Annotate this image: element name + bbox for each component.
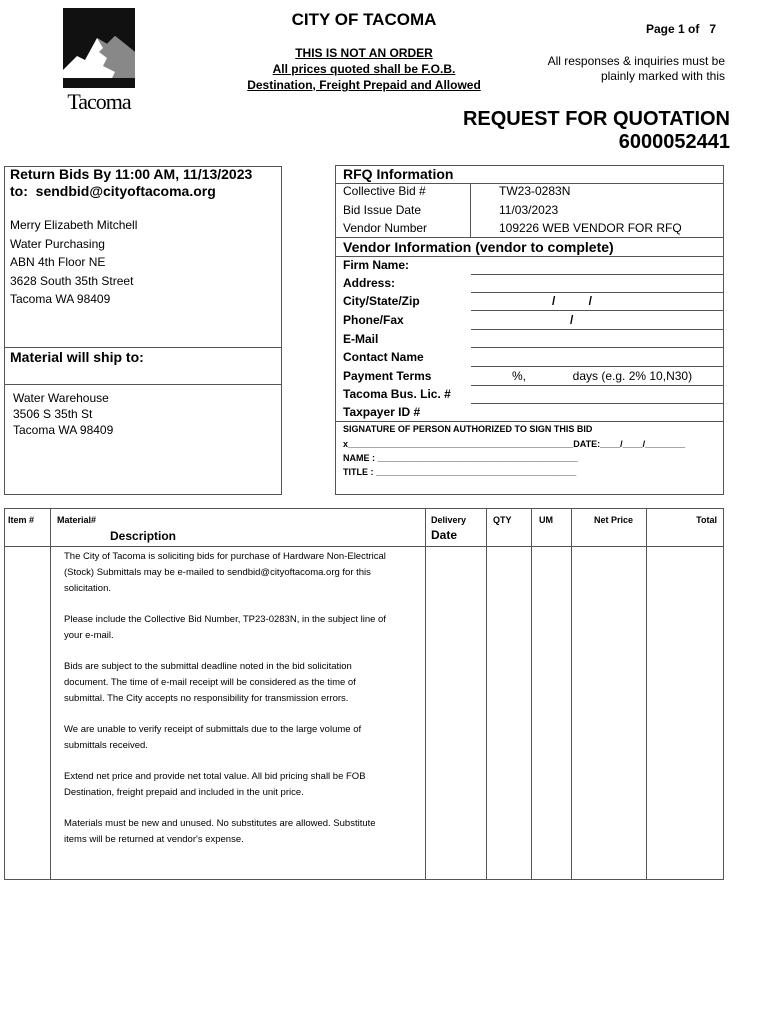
field-taxpayer-label: Taxpayer ID # — [343, 405, 421, 419]
field-firm-name-label: Firm Name: — [343, 258, 410, 272]
contact-line: Merry Elizabeth Mitchell — [10, 218, 138, 232]
rfq-row-value: 11/03/2023 — [499, 203, 559, 217]
col-date-header: Date — [431, 528, 458, 542]
buyer-contact — [10, 216, 137, 309]
description-text — [64, 549, 389, 863]
col-um-header: UM — [539, 515, 553, 525]
document-number: 6000052441 — [618, 131, 730, 153]
description-paragraph: Bids are subject to the submittal deadline noted in the bid solicitation document. The time of e-mail receipt will be considered as the time of submittal. The City accepts no responsibility for transmission errors. — [64, 661, 356, 704]
field-address-label: Address: — [343, 276, 396, 290]
city-state-zip-slashes: / / — [552, 294, 593, 308]
payment-terms-hint: %, days (e.g. 2% 10,N30) — [512, 369, 693, 383]
description-paragraph: We are unable to verify receipt of submittals due to the large volume of submittals received. — [64, 724, 362, 751]
rfq-info-heading: RFQ Information — [343, 166, 454, 182]
field-city-line[interactable] — [471, 310, 723, 311]
field-license-label: Tacoma Bus. Lic. # — [343, 387, 451, 401]
signature-heading: SIGNATURE OF PERSON AUTHORIZED TO SIGN THIS BID — [343, 424, 593, 434]
rfq-row-value: 109226 WEB VENDOR FOR RFQ — [499, 221, 682, 235]
city-title: CITY OF TACOMA — [291, 10, 437, 29]
contact-line: Tacoma WA 98409 — [10, 292, 111, 306]
signature-line[interactable]: x_____________________________________________DATE:____/____/________ — [343, 439, 686, 449]
rfq-row-value: TW23-0283N — [499, 184, 571, 198]
ship-to-heading: Material will ship to: — [10, 349, 144, 365]
description-paragraph: Materials must be new and unused. No substitutes are allowed. Substitute items will be returned at vendor's expense. — [64, 818, 376, 845]
field-license-line[interactable] — [471, 403, 723, 404]
ship-to-address — [13, 390, 113, 438]
col-delivery-header: Delivery — [431, 515, 467, 525]
vendor-info-heading: Vendor Information (vendor to complete) — [343, 239, 614, 255]
field-contact-line[interactable] — [471, 366, 723, 367]
address-line: 3506 S 35th St — [13, 407, 93, 421]
notice-line: THIS IS NOT AN ORDER — [295, 46, 433, 60]
name-line[interactable]: NAME : ________________________________________ — [343, 453, 578, 463]
field-city-label: City/State/Zip — [343, 294, 420, 308]
field-firm-name-line[interactable] — [471, 274, 723, 275]
return-bids-deadline: Return Bids By 11:00 AM, 11/13/2023 — [10, 166, 253, 182]
contact-line: Water Purchasing — [10, 236, 105, 251]
contact-line: ABN 4th Floor NE — [10, 255, 106, 269]
field-phone-line[interactable] — [471, 329, 723, 330]
address-line: Water Warehouse — [13, 391, 109, 405]
rfq-row-label: Vendor Number — [343, 221, 428, 235]
inquiry-line: All responses & inquiries must be — [547, 54, 725, 68]
description-paragraph: Extend net price and provide net total value. All bid pricing shall be FOB Destination, freight prepaid and included in the unit price. — [64, 771, 366, 798]
description-paragraph: The City of Tacoma is soliciting bids for purchase of Hardware Non-Electrical (Stock) Submittals may be e-mailed to sendbid@cityoftacoma.org for this solicitation. — [64, 551, 386, 594]
field-email-label: E-Mail — [343, 332, 379, 346]
page-indicator: Page 1 of 7 — [645, 22, 716, 36]
inquiry-line: plainly marked with this — [600, 69, 725, 83]
col-description-header: Description — [110, 529, 177, 543]
phone-fax-slash: / — [570, 313, 574, 327]
address-line: Tacoma WA 98409 — [13, 423, 114, 437]
notice-line: Destination, Freight Prepaid and Allowed — [247, 78, 481, 92]
title-line[interactable]: TITLE : ________________________________________ — [343, 467, 577, 477]
notice-line: All prices quoted shall be F.O.B. — [272, 62, 456, 76]
field-phone-label: Phone/Fax — [343, 313, 404, 327]
logo-wordmark: Tacoma — [67, 89, 131, 114]
inquiry-notice — [548, 54, 725, 84]
rfq-row-label: Bid Issue Date — [343, 203, 422, 217]
field-address-line[interactable] — [471, 292, 723, 293]
rfq-row-label: Collective Bid # — [343, 184, 426, 198]
col-total-header: Total — [696, 515, 717, 525]
col-qty-header: QTY — [493, 515, 512, 525]
description-paragraph: Please include the Collective Bid Number, TP23-0283N, in the subject line of your e-mail. — [64, 614, 386, 641]
col-material-header: Material# — [57, 515, 97, 525]
field-payment-label: Payment Terms — [343, 369, 432, 383]
col-item-header: Item # — [8, 515, 35, 525]
contact-line: 3628 South 35th Street — [10, 273, 134, 288]
return-bids-email: to: sendbid@cityoftacoma.org — [10, 183, 216, 199]
field-payment-line[interactable] — [471, 385, 723, 386]
col-net-price-header: Net Price — [594, 515, 634, 525]
document-title: REQUEST FOR QUOTATION — [462, 108, 730, 130]
field-contact-label: Contact Name — [343, 350, 424, 364]
field-email-line[interactable] — [471, 347, 723, 348]
